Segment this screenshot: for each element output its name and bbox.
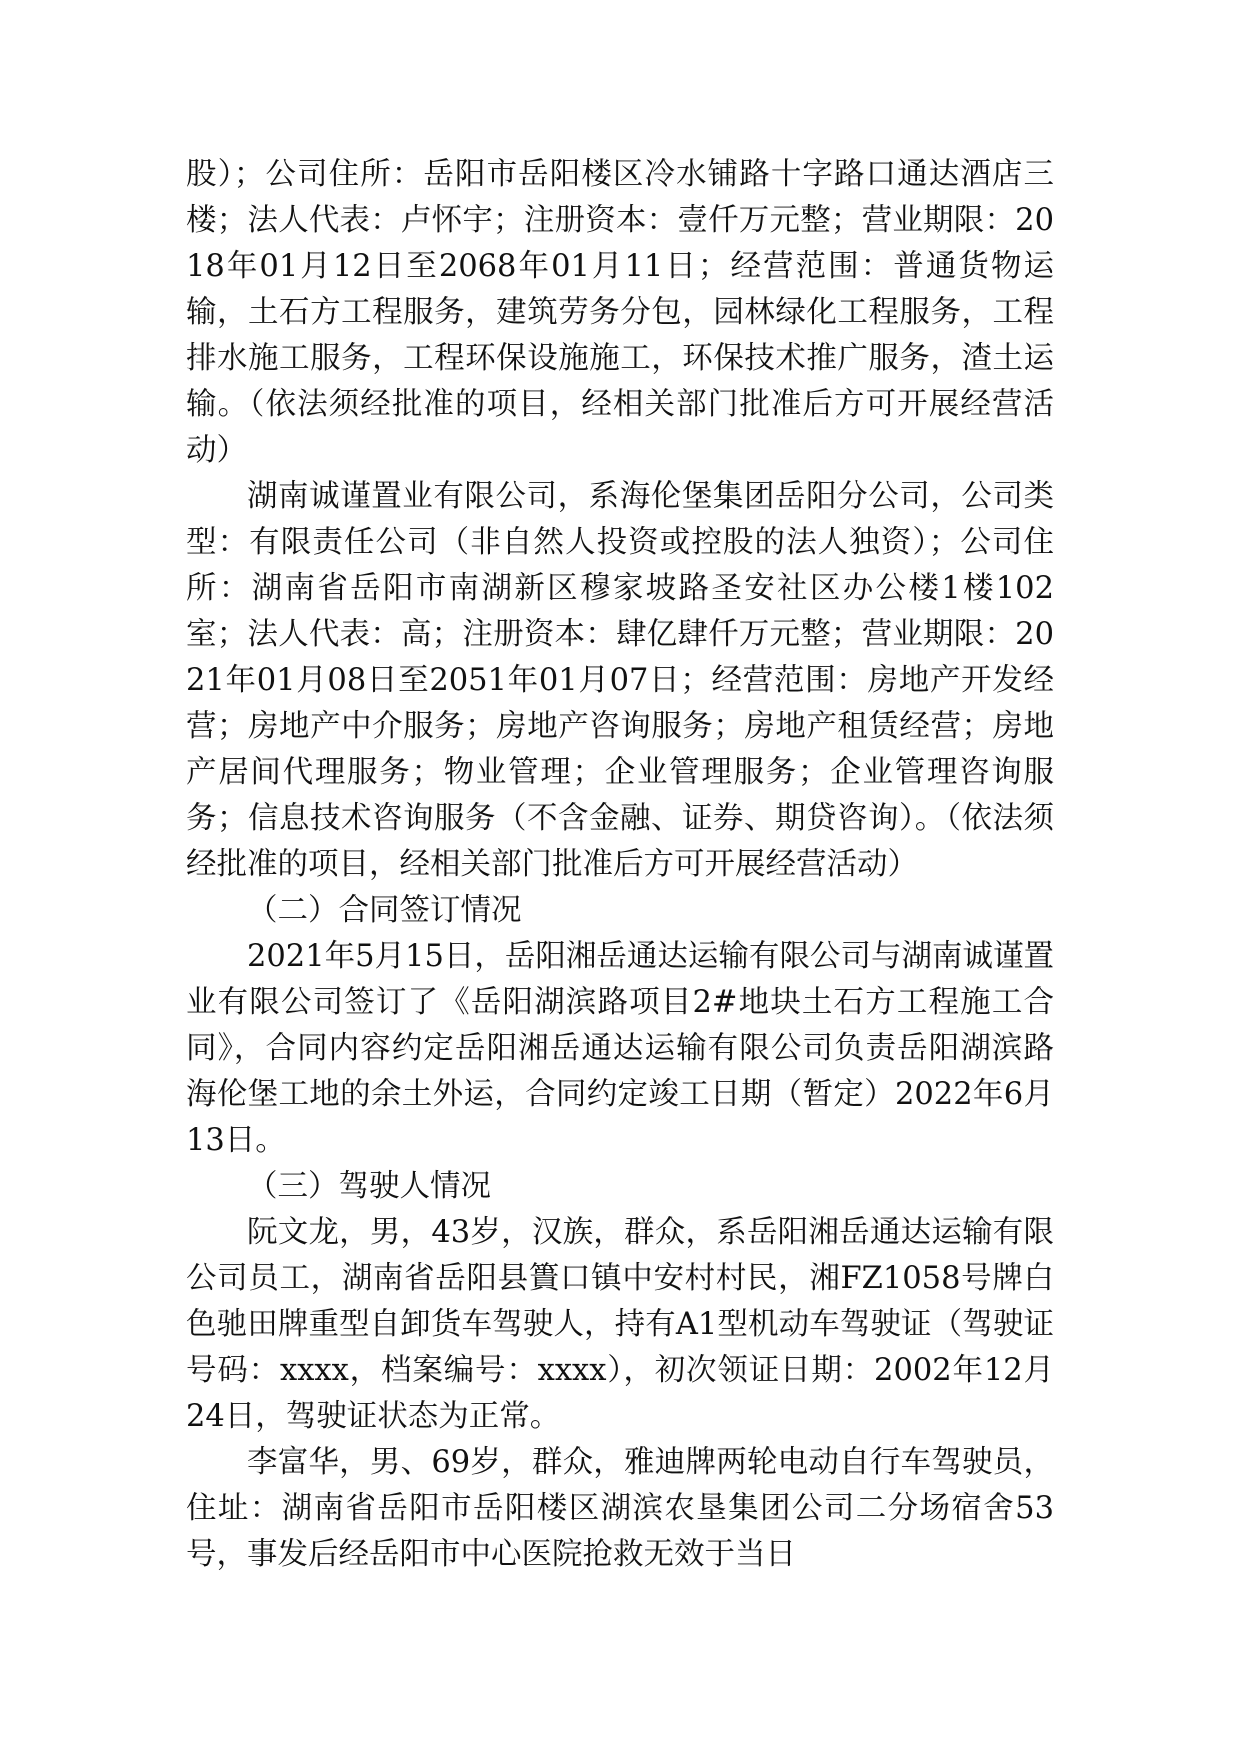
paragraph-victim: 李富华，男、69岁，群众，雅迪牌两轮电动自行车驾驶员，住址：湖南省岳阳市岳阳楼区湖滨农垦集团公司二分场宿舍53号，事发后经岳阳市中心医院抢救无效于当日 bbox=[186, 1445, 1054, 1572]
paragraph-contract: 2021年5月15日，岳阳湘岳通达运输有限公司与湖南诚谨置业有限公司签订了《岳阳湖滨路项目2#地块土石方工程施工合同》，合同内容约定岳阳湘岳通达运输有限公司负责岳阳湖滨路海伦堡工地的余土外运，合同约定竣工日期（暂定）2022年6月13日。 bbox=[186, 939, 1054, 1158]
section-heading-contract: （二）合同签订情况 bbox=[247, 893, 522, 928]
paragraph-driver: 阮文龙，男，43岁，汉族，群众，系岳阳湘岳通达运输有限公司员工，湖南省岳阳县簣口镇中安村村民，湘FZ1058号牌白色驰田牌重型自卸货车驾驶人，持有A1型机动车驾驶证（驾驶证号码：xxxx，档案编号：xxxx），初次领证日期：2002年12月24日，驾驶证状态为正常。 bbox=[186, 1215, 1054, 1434]
section-heading-driver: （三）驾驶人情况 bbox=[247, 1169, 491, 1204]
document-body bbox=[186, 152, 1054, 1578]
paragraph-company-2: 湖南诚谨置业有限公司，系海伦堡集团岳阳分公司，公司类型：有限责任公司（非自然人投资或控股的法人独资）；公司住所：湖南省岳阳市南湖新区穆家坡路圣安社区办公楼1楼102室；法人代表：高；注册资本：肆亿肆仟万元整；营业期限：2021年01月08日至2051年01月07日；经营范围：房地产开发经营；房地产中介服务；房地产咨询服务；房地产租赁经营；房地产居间代理服务；物业管理；企业管理服务；企业管理咨询服务；信息技术咨询服务（不含金融、证券、期贷咨询）。（依法须经批准的项目，经相关部门批准后方可开展经营活动） bbox=[186, 479, 1054, 882]
paragraph-company-1-continued: 股）；公司住所：岳阳市岳阳楼区冷水铺路十字路口通达酒店三楼；法人代表：卢怀宇；注册资本：壹仟万元整；营业期限：2018年01月12日至2068年01月11日；经营范围：普通货物运输，土石方工程服务，建筑劳务分包，园林绿化工程服务，工程排水施工服务，工程环保设施施工，环保技术推广服务，渣土运输。（依法须经批准的项目，经相关部门批准后方可开展经营活动） bbox=[186, 157, 1054, 468]
